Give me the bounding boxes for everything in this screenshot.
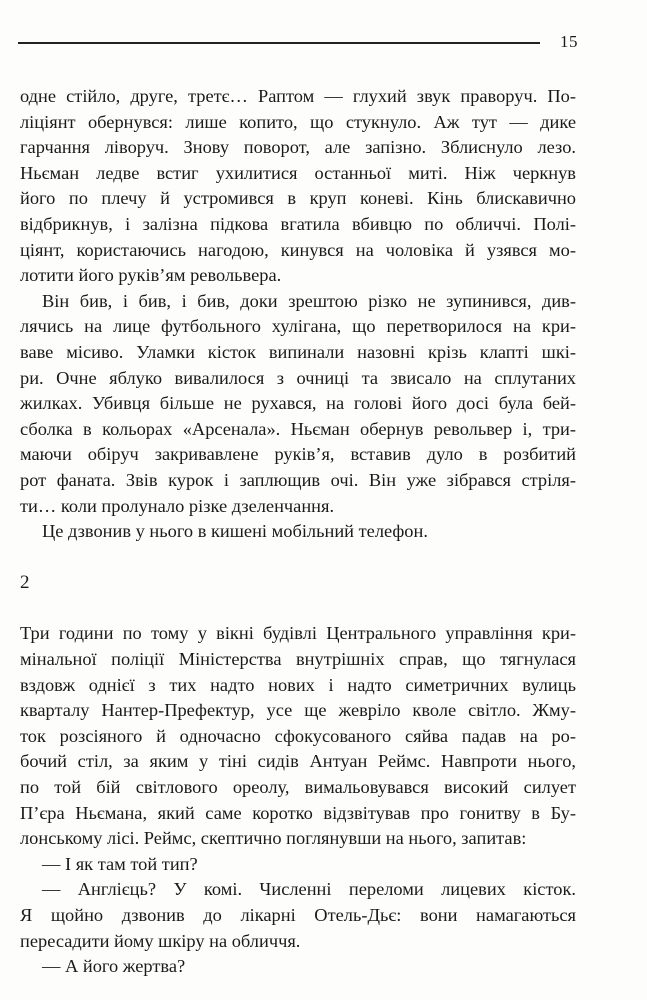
text-line: рот фаната. Звів курок і заплющив очі. Він уже зібрався стріля- (20, 469, 576, 490)
section-number: 2 (20, 572, 30, 594)
paragraph (20, 519, 576, 545)
text-line: бочий стіл, за яким у тіні сидів Антуан Реймс. Навпроти нього, (20, 751, 576, 772)
text-line: кварталу Нантер-Префектур, усе ще жевріло кволе світло. Жму- (20, 700, 576, 721)
text-line: по той бій світлового ореолу, вимальовувався високий силует (20, 777, 576, 798)
text-line: Три години по тому у вікні будівлі Центрального управління кри- (20, 623, 576, 644)
page-body (20, 84, 576, 980)
page-header (18, 30, 578, 54)
text-line: мінальної поліції Міністерства внутрішніх справ, що тягнулася (20, 649, 576, 670)
text-line: одне стійло, друге, третє… Раптом — глухий звук праворуч. По- (20, 86, 576, 106)
text-line: його по плечу й устромився в круп коневі. Кінь блискавично (20, 188, 576, 209)
dialogue-line (20, 852, 576, 878)
text-line: Ньєман ледве встиг ухилитися останньої миті. Ніж черкнув (20, 162, 576, 183)
text-line: ри. Очне яблуко вивалилося з очниці та звисало на сплутаних (20, 367, 576, 388)
section-gap (20, 545, 576, 571)
header-rule (18, 42, 540, 44)
text-line: Він бив, і бив, і бив, доки зрештою різко не зупинився, див- (42, 290, 576, 311)
text-line: — А його жертва? (42, 956, 186, 977)
dialogue-line (20, 877, 576, 954)
paragraph (20, 621, 576, 851)
text-line: ваве місиво. Уламки кісток випинали назовні крізь клапті шкі- (20, 341, 576, 362)
text-line: пересадити йому шкіру на обличчя. (20, 930, 301, 951)
text-line: П’єра Ньємана, який саме коротко відзвітував про гонитву в Бу- (20, 802, 576, 823)
text-line: відбрикнув, і залізна підкова вгатила вбивцю по обличчі. Полі- (20, 213, 576, 234)
text-line: лотити його руків’ям револьвера. (20, 265, 282, 286)
text-line: лонському лісі. Реймс, скептично поглянувши на нього, запитав: (20, 828, 527, 849)
dialogue-line (20, 954, 576, 980)
text-line: жилках. Убивця більше не рухався, на голові його досі була бей- (20, 393, 576, 414)
text-line: — І як там той тип? (42, 853, 198, 874)
section-gap (20, 596, 576, 622)
text-line: вздовж однієї з тих надто нових і надто симетричних вулиць (20, 674, 576, 695)
paragraph (20, 289, 576, 519)
text-line: сболка в кольорах «Арсенала». Ньєман обернув револьвер і, три- (20, 418, 576, 439)
text-line: ток розсіяного й одночасно сфокусованого сяйва падав на ро- (20, 725, 576, 746)
page-number: 15 (560, 32, 578, 51)
text-line: лячись на лице футбольного хулігана, що перетворилося на кри- (20, 316, 576, 337)
text-line: ціянт, користаючись нагодою, кинувся на чоловіка й узявся мо- (20, 239, 576, 260)
text-line: Це дзвонив у нього в кишені мобільний телефон. (42, 521, 428, 542)
text-line: гарчання ліворуч. Знову поворот, але запізно. Зблиснуло лезо. (20, 137, 576, 158)
text-line: — Англієць? У комі. Численні переломи лицевих кісток. (42, 879, 576, 900)
text-line: ти… коли пролунало різке дзеленчання. (20, 495, 335, 516)
text-line: Я щойно дзвонив до лікарні Отель-Дьє: вони намагаються (20, 905, 576, 925)
text-line: маючи обіруч закривавлене руків’я, вставив дуло в розбитий (20, 444, 576, 465)
text-line: ліціянт обернувся: лише копито, що стукнуло. Аж тут — дике (20, 111, 576, 132)
paragraph (20, 84, 576, 289)
